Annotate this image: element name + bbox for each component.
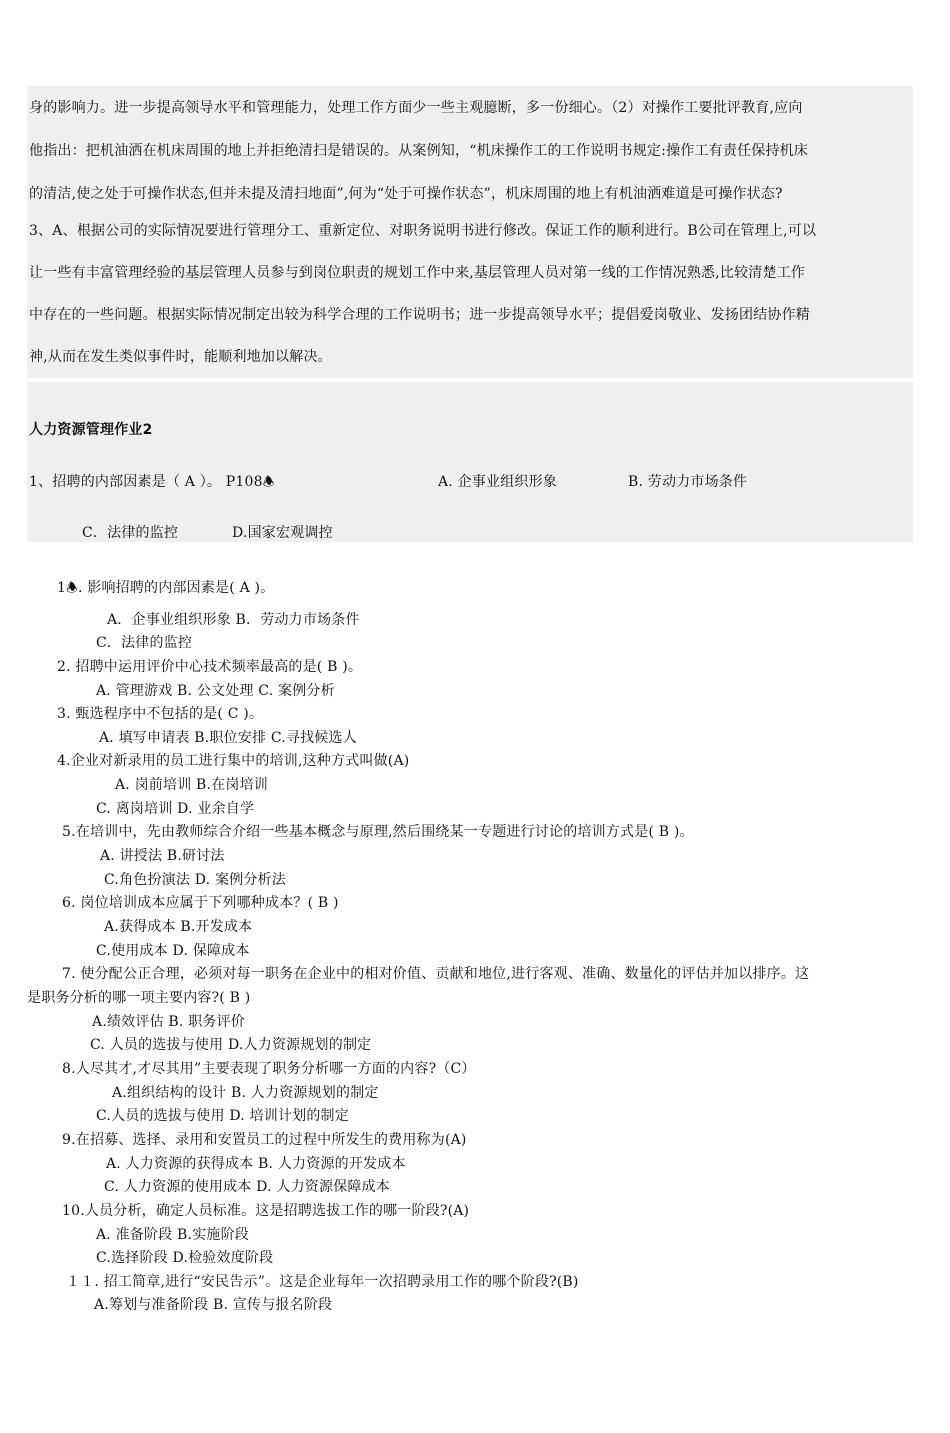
section-title: 人力资源管理作业2 [29, 422, 153, 438]
question-line [29, 471, 275, 495]
question-line: 是职务分析的哪一项主要内容?( B ) [27, 990, 251, 1006]
question-line: 8.人尽其才,才尽其用”主要表现了职务分析哪一方面的内容?（C） [62, 1061, 476, 1077]
question-text: 1、招聘的内部因素是（ A ）。 P108 [29, 474, 263, 490]
paragraph-line: 让一些有丰富管理经验的基层管理人员参与到岗位职责的规划工作中来,基层管理人员对第一线的工作情况熟悉,比较清楚工作 [29, 265, 806, 281]
paragraph-line: 他指出：把机油洒在机床周围的地上并拒绝清扫是错误的。从案例知，“机床操作工的工作说明书规定:操作工有责任保持机床 [29, 143, 809, 159]
option-b: B. 劳动力市场条件 [628, 474, 748, 490]
question-line: 7. 使分配公正合理，必须对每一职务在企业中的相对价值、贡献和地位,进行客观、准确、数量化的评估并加以排序。这 [62, 966, 810, 982]
options-line: A.组织结构的设计 B. 人力资源规划的制定 [112, 1085, 379, 1101]
option-d: D.国家宏观调控 [232, 525, 333, 541]
options-line: A. 管理游戏 B. 公文处理 C. 案例分析 [96, 683, 335, 699]
paragraph-line: 身的影响力。进一步提高领导水平和管理能力，处理工作方面少一些主观臆断，多一份细心。（2）对操作工要批评教育,应向 [29, 100, 803, 116]
option-c: C．法律的监控 [82, 525, 179, 541]
options-line: C．法律的监控 [96, 635, 193, 651]
question-line: 9.在招募、选择、录用和安置员工的过程中所发生的费用称为(A) [62, 1132, 467, 1148]
question-line: 2. 招聘中运用评价中心技术频率最高的是( B )。 [57, 659, 363, 675]
options-line: C.人员的选拔与使用 D. 培训计划的制定 [96, 1108, 349, 1124]
options-line: A.绩效评估 B. 职务评价 [92, 1014, 245, 1030]
options-line: C. 人员的选拔与使用 D.人力资源规划的制定 [90, 1037, 372, 1053]
bell-icon: 🕭 [66, 581, 78, 596]
highlighted-assignment-block [27, 382, 913, 542]
options-line: A. 准备阶段 B.实施阶段 [96, 1227, 249, 1243]
question-line: 5.在培训中，先由教师综合介绍一些基本概念与原理,然后围绕某一专题进行讨论的培训方式是( B )。 [62, 824, 694, 840]
options-line: C. 人力资源的使用成本 D. 人力资源保障成本 [104, 1179, 390, 1195]
bell-icon: 🕭 [262, 475, 275, 490]
options-line: C.角色扮演法 D. 案例分析法 [104, 872, 286, 888]
question-line: 4.企业对新录用的员工进行集中的培训,这种方式叫做(A) [57, 753, 410, 769]
option-a: A. 企事业组织形象 [438, 474, 558, 490]
options-line: C. 离岗培训 D. 业余自学 [96, 801, 255, 817]
question-line: 6. 岗位培训成本应属于下列哪种成本？( B ) [62, 895, 339, 911]
options-line: C.选择阶段 D.检验效度阶段 [96, 1250, 274, 1266]
paragraph-line: 神,从而在发生类似事件时，能顺利地加以解决。 [29, 349, 332, 365]
question-line: 10.人员分析，确定人员标准。这是招聘选拔工作的哪一阶段?(A) [62, 1203, 470, 1219]
options-line: A. 岗前培训 B.在岗培训 [115, 777, 268, 793]
paragraph-line: 中存在的一些问题。根据实际情况制定出较为科学合理的工作说明书；进一步提高领导水平；提倡爱岗敬业、发扬团结协作精 [29, 307, 810, 323]
options-line: A．企事业组织形象 B．劳动力市场条件 [107, 612, 360, 628]
options-line: C.使用成本 D. 保障成本 [96, 943, 250, 959]
options-line: A. 人力资源的获得成本 B. 人力资源的开发成本 [106, 1156, 406, 1172]
options-line: A. 讲授法 B.研讨法 [100, 848, 225, 864]
paragraph-line: 3、A、根据公司的实际情况要进行管理分工、重新定位、对职务说明书进行修改。保证工作的顺利进行。B公司在管理上,可以 [29, 223, 817, 239]
options-line: A.筹划与准备阶段 B. 宣传与报名阶段 [94, 1297, 333, 1313]
question-text: . 影响招聘的内部因素是( A )。 [77, 580, 275, 596]
question-number: 1 [57, 580, 67, 596]
question-line: 3. 甄选程序中不包括的是( C )。 [57, 706, 264, 722]
question-line [57, 577, 274, 601]
paragraph-line: 的清洁,使之处于可操作状态,但并未提及清扫地面”,何为“处于可操作状态”，机床周围的地上有机油洒难道是可操作状态? [29, 186, 783, 202]
options-line: A. 填写申请表 B.职位安排 C.寻找候选人 [99, 730, 357, 746]
options-line: A.获得成本 B.开发成本 [104, 919, 253, 935]
question-line: １１. 招工简章,进行“安民告示”。这是企业每年一次招聘录用工作的哪个阶段?(B) [66, 1274, 579, 1290]
